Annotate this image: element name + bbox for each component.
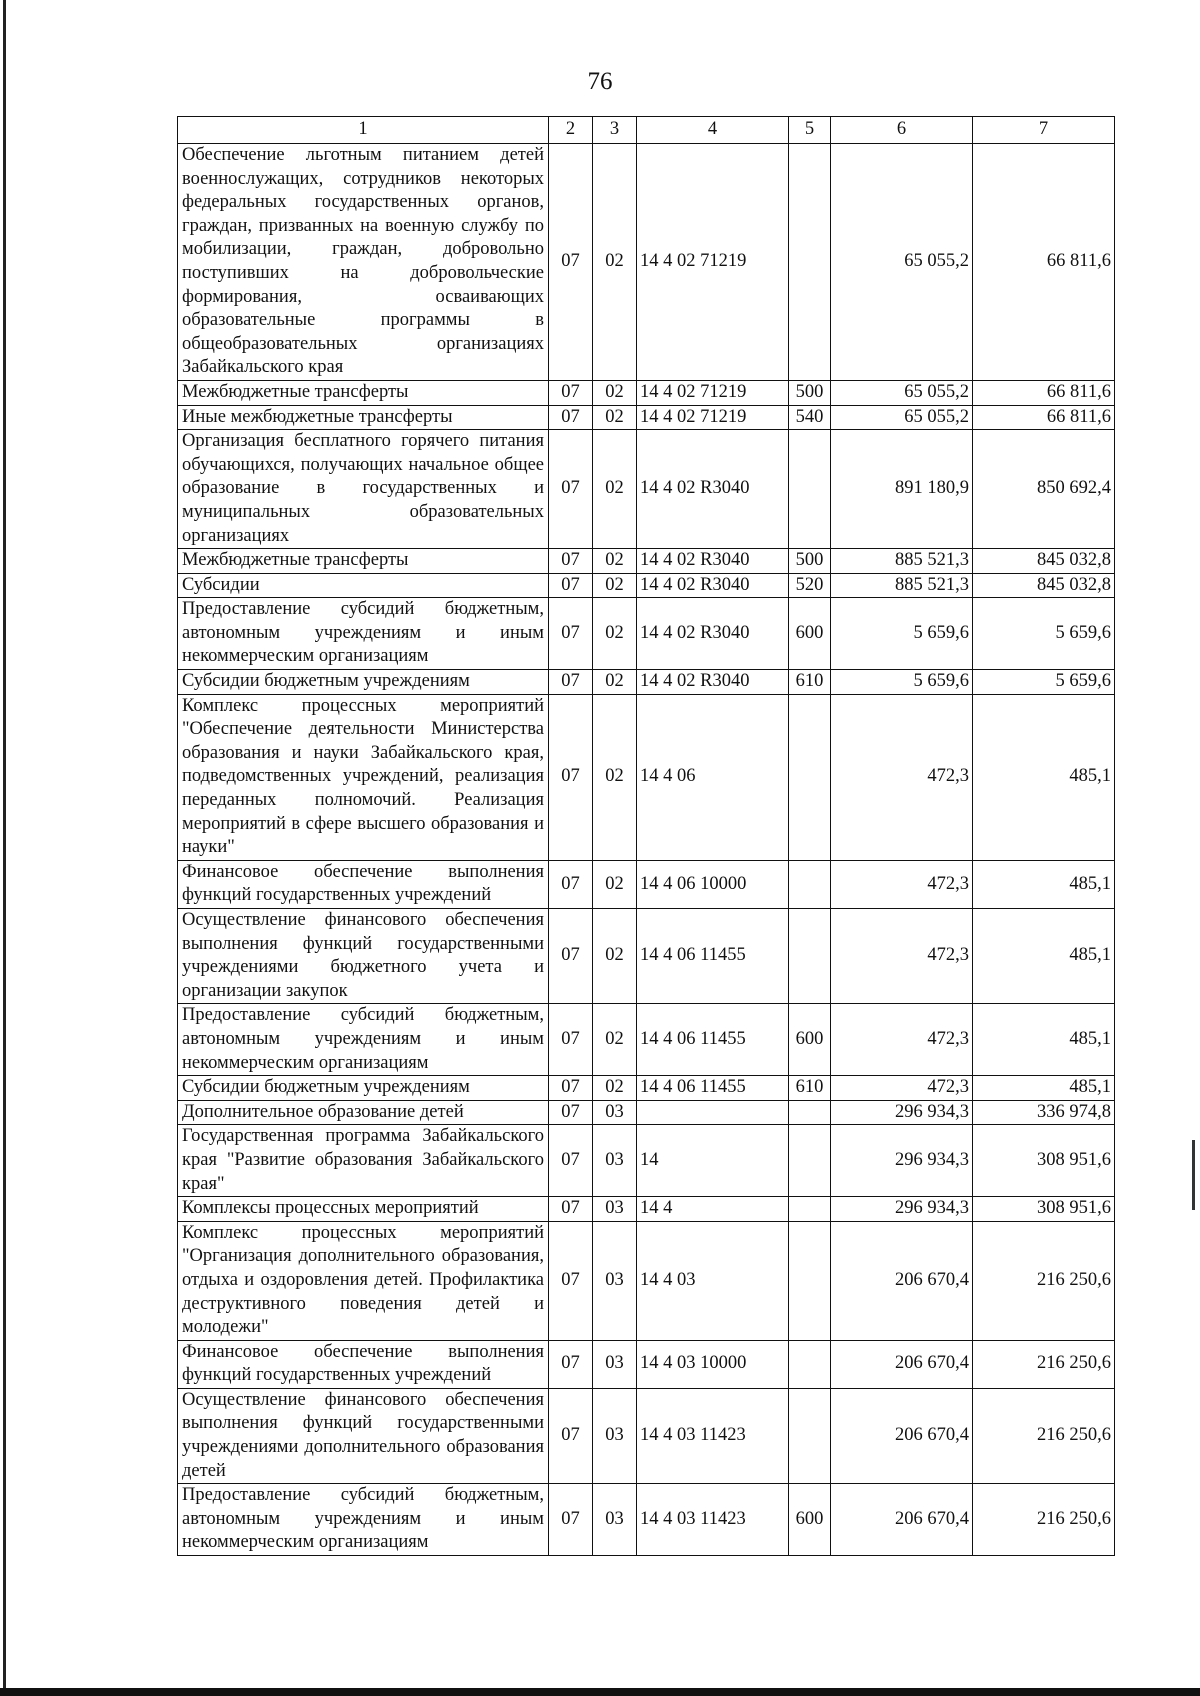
table-row (178, 860, 1115, 908)
table-body (178, 144, 1115, 1556)
table-row (178, 549, 1115, 574)
row-name-cell: Осуществление финансового обеспечения выполнения функций государственными учреждениями дополнительного образования детей (178, 1388, 549, 1483)
subsection-code-cell: 02 (593, 860, 637, 908)
row-name-cell: Субсидии (178, 573, 549, 598)
table-row (178, 1125, 1115, 1197)
target-article-cell: 14 4 02 R3040 (637, 670, 789, 695)
amount-col7-cell: 485,1 (973, 860, 1115, 908)
column-header-3: 3 (593, 117, 637, 144)
table-row (178, 670, 1115, 695)
amount-col7-cell: 485,1 (973, 694, 1115, 860)
amount-col6-cell: 65 055,2 (831, 144, 973, 381)
column-header-4: 4 (637, 117, 789, 144)
row-name-cell: Межбюджетные трансферты (178, 549, 549, 574)
amount-col6-cell: 885 521,3 (831, 573, 973, 598)
amount-col6-cell: 891 180,9 (831, 430, 973, 549)
subsection-code-cell: 03 (593, 1340, 637, 1388)
expense-type-cell: 610 (789, 670, 831, 695)
amount-col7-cell: 216 250,6 (973, 1221, 1115, 1340)
expense-type-cell (789, 144, 831, 381)
table-row (178, 1388, 1115, 1483)
row-name-cell: Предоставление субсидий бюджетным, автономным учреждениям и иным некоммерческим организациям (178, 598, 549, 670)
target-article-cell: 14 4 06 10000 (637, 860, 789, 908)
section-code-cell: 07 (549, 144, 593, 381)
scan-bottom-border (0, 1688, 1200, 1696)
table-row (178, 1340, 1115, 1388)
expense-type-cell (789, 430, 831, 549)
subsection-code-cell: 02 (593, 694, 637, 860)
target-article-cell: 14 4 02 71219 (637, 380, 789, 405)
expense-type-cell (789, 694, 831, 860)
target-article-cell (637, 1100, 789, 1125)
table-row (178, 1004, 1115, 1076)
section-code-cell: 07 (549, 1388, 593, 1483)
column-header-7: 7 (973, 117, 1115, 144)
section-code-cell: 07 (549, 860, 593, 908)
subsection-code-cell: 02 (593, 909, 637, 1004)
section-code-cell: 07 (549, 1100, 593, 1125)
section-code-cell: 07 (549, 573, 593, 598)
amount-col6-cell: 206 670,4 (831, 1484, 973, 1556)
section-code-cell: 07 (549, 549, 593, 574)
expense-type-cell: 610 (789, 1076, 831, 1101)
amount-col7-cell: 66 811,6 (973, 380, 1115, 405)
amount-col7-cell: 66 811,6 (973, 405, 1115, 430)
table-row (178, 1484, 1115, 1556)
target-article-cell: 14 4 03 (637, 1221, 789, 1340)
amount-col6-cell: 206 670,4 (831, 1221, 973, 1340)
expense-type-cell (789, 1125, 831, 1197)
amount-col6-cell: 296 934,3 (831, 1100, 973, 1125)
amount-col6-cell: 472,3 (831, 694, 973, 860)
header-row (178, 117, 1115, 144)
target-article-cell: 14 4 02 R3040 (637, 598, 789, 670)
table-row (178, 1197, 1115, 1222)
expense-type-cell (789, 860, 831, 908)
amount-col6-cell: 885 521,3 (831, 549, 973, 574)
amount-col6-cell: 65 055,2 (831, 380, 973, 405)
amount-col6-cell: 472,3 (831, 909, 973, 1004)
column-header-2: 2 (549, 117, 593, 144)
expense-type-cell: 600 (789, 1004, 831, 1076)
target-article-cell: 14 4 06 11455 (637, 1004, 789, 1076)
row-name-cell: Предоставление субсидий бюджетным, автономным учреждениям и иным некоммерческим организациям (178, 1004, 549, 1076)
row-name-cell: Государственная программа Забайкальского края "Развитие образования Забайкальского края" (178, 1125, 549, 1197)
expense-type-cell: 540 (789, 405, 831, 430)
amount-col7-cell: 308 951,6 (973, 1125, 1115, 1197)
target-article-cell: 14 4 06 (637, 694, 789, 860)
row-name-cell: Финансовое обеспечение выполнения функций государственных учреждений (178, 860, 549, 908)
table-row (178, 1221, 1115, 1340)
subsection-code-cell: 02 (593, 430, 637, 549)
amount-col6-cell: 65 055,2 (831, 405, 973, 430)
expense-type-cell: 600 (789, 598, 831, 670)
amount-col7-cell: 308 951,6 (973, 1197, 1115, 1222)
section-code-cell: 07 (549, 1076, 593, 1101)
column-header-6: 6 (831, 117, 973, 144)
section-code-cell: 07 (549, 909, 593, 1004)
scan-right-mark (1192, 1140, 1195, 1210)
amount-col7-cell: 5 659,6 (973, 670, 1115, 695)
table-row (178, 598, 1115, 670)
amount-col6-cell: 472,3 (831, 860, 973, 908)
amount-col7-cell: 216 250,6 (973, 1340, 1115, 1388)
table-row (178, 430, 1115, 549)
expense-type-cell: 500 (789, 549, 831, 574)
column-header-5: 5 (789, 117, 831, 144)
subsection-code-cell: 02 (593, 380, 637, 405)
subsection-code-cell: 02 (593, 405, 637, 430)
row-name-cell: Комплексы процессных мероприятий (178, 1197, 549, 1222)
subsection-code-cell: 03 (593, 1100, 637, 1125)
amount-col7-cell: 5 659,6 (973, 598, 1115, 670)
row-name-cell: Организация бесплатного горячего питания обучающихся, получающих начальное общее образование в государственных и муниципальных образовательных организациях (178, 430, 549, 549)
expense-type-cell (789, 1221, 831, 1340)
row-name-cell: Дополнительное образование детей (178, 1100, 549, 1125)
subsection-code-cell: 03 (593, 1197, 637, 1222)
section-code-cell: 07 (549, 430, 593, 549)
table-row (178, 1076, 1115, 1101)
expense-type-cell (789, 909, 831, 1004)
table-row (178, 573, 1115, 598)
target-article-cell: 14 (637, 1125, 789, 1197)
table-row (178, 1100, 1115, 1125)
target-article-cell: 14 4 (637, 1197, 789, 1222)
expense-type-cell (789, 1388, 831, 1483)
subsection-code-cell: 02 (593, 1076, 637, 1101)
amount-col7-cell: 216 250,6 (973, 1388, 1115, 1483)
subsection-code-cell: 03 (593, 1388, 637, 1483)
target-article-cell: 14 4 02 71219 (637, 405, 789, 430)
section-code-cell: 07 (549, 1004, 593, 1076)
amount-col6-cell: 472,3 (831, 1004, 973, 1076)
target-article-cell: 14 4 06 11455 (637, 909, 789, 1004)
target-article-cell: 14 4 03 11423 (637, 1484, 789, 1556)
amount-col6-cell: 296 934,3 (831, 1197, 973, 1222)
section-code-cell: 07 (549, 1197, 593, 1222)
scan-left-border (3, 0, 6, 1696)
section-code-cell: 07 (549, 1125, 593, 1197)
expense-type-cell (789, 1197, 831, 1222)
amount-col6-cell: 5 659,6 (831, 598, 973, 670)
budget-table (177, 116, 1115, 1556)
subsection-code-cell: 03 (593, 1125, 637, 1197)
row-name-cell: Иные межбюджетные трансферты (178, 405, 549, 430)
row-name-cell: Предоставление субсидий бюджетным, автономным учреждениям и иным некоммерческим организациям (178, 1484, 549, 1556)
amount-col6-cell: 5 659,6 (831, 670, 973, 695)
subsection-code-cell: 02 (593, 1004, 637, 1076)
row-name-cell: Субсидии бюджетным учреждениям (178, 670, 549, 695)
target-article-cell: 14 4 02 R3040 (637, 549, 789, 574)
target-article-cell: 14 4 03 10000 (637, 1340, 789, 1388)
section-code-cell: 07 (549, 670, 593, 695)
expense-type-cell: 500 (789, 380, 831, 405)
table-row (178, 909, 1115, 1004)
subsection-code-cell: 02 (593, 144, 637, 381)
section-code-cell: 07 (549, 1484, 593, 1556)
expense-type-cell (789, 1100, 831, 1125)
section-code-cell: 07 (549, 1340, 593, 1388)
amount-col7-cell: 845 032,8 (973, 549, 1115, 574)
table-header (178, 117, 1115, 144)
subsection-code-cell: 03 (593, 1484, 637, 1556)
target-article-cell: 14 4 02 R3040 (637, 430, 789, 549)
subsection-code-cell: 02 (593, 549, 637, 574)
section-code-cell: 07 (549, 694, 593, 860)
table-row (178, 694, 1115, 860)
amount-col6-cell: 472,3 (831, 1076, 973, 1101)
row-name-cell: Комплекс процессных мероприятий "Обеспечение деятельности Министерства образования и науки Забайкальского края, подведомственных учреждений, реализация переданных полномочий. Реализация мероприятий в сфере высшего образования и науки" (178, 694, 549, 860)
section-code-cell: 07 (549, 1221, 593, 1340)
section-code-cell: 07 (549, 598, 593, 670)
expense-type-cell: 600 (789, 1484, 831, 1556)
target-article-cell: 14 4 02 71219 (637, 144, 789, 381)
section-code-cell: 07 (549, 405, 593, 430)
table-row (178, 380, 1115, 405)
target-article-cell: 14 4 03 11423 (637, 1388, 789, 1483)
row-name-cell: Субсидии бюджетным учреждениям (178, 1076, 549, 1101)
amount-col7-cell: 485,1 (973, 909, 1115, 1004)
target-article-cell: 14 4 02 R3040 (637, 573, 789, 598)
row-name-cell: Комплекс процессных мероприятий "Организация дополнительного образования, отдыха и оздоровления детей. Профилактика деструктивного поведения детей и молодежи" (178, 1221, 549, 1340)
amount-col6-cell: 206 670,4 (831, 1340, 973, 1388)
amount-col7-cell: 845 032,8 (973, 573, 1115, 598)
page-number: 76 (587, 68, 613, 95)
amount-col7-cell: 850 692,4 (973, 430, 1115, 549)
amount-col6-cell: 206 670,4 (831, 1388, 973, 1483)
row-name-cell: Осуществление финансового обеспечения выполнения функций государственными учреждениями бюджетного учета и организации закупок (178, 909, 549, 1004)
table-row (178, 405, 1115, 430)
row-name-cell: Межбюджетные трансферты (178, 380, 549, 405)
amount-col7-cell: 216 250,6 (973, 1484, 1115, 1556)
expense-type-cell (789, 1340, 831, 1388)
target-article-cell: 14 4 06 11455 (637, 1076, 789, 1101)
subsection-code-cell: 02 (593, 573, 637, 598)
subsection-code-cell: 02 (593, 670, 637, 695)
amount-col7-cell: 485,1 (973, 1004, 1115, 1076)
subsection-code-cell: 02 (593, 598, 637, 670)
expense-type-cell: 520 (789, 573, 831, 598)
subsection-code-cell: 03 (593, 1221, 637, 1340)
column-header-1: 1 (178, 117, 549, 144)
section-code-cell: 07 (549, 380, 593, 405)
amount-col6-cell: 296 934,3 (831, 1125, 973, 1197)
amount-col7-cell: 66 811,6 (973, 144, 1115, 381)
amount-col7-cell: 336 974,8 (973, 1100, 1115, 1125)
amount-col7-cell: 485,1 (973, 1076, 1115, 1101)
table-row (178, 144, 1115, 381)
row-name-cell: Обеспечение льготным питанием детей военнослужащих, сотрудников некоторых федеральных государственных органов, граждан, призванных на военную службу по мобилизации, граждан, добровольно поступивших на добровольческие формирования, осваивающих образовательные программы в общеобразовательных организациях Забайкальского края (178, 144, 549, 381)
row-name-cell: Финансовое обеспечение выполнения функций государственных учреждений (178, 1340, 549, 1388)
